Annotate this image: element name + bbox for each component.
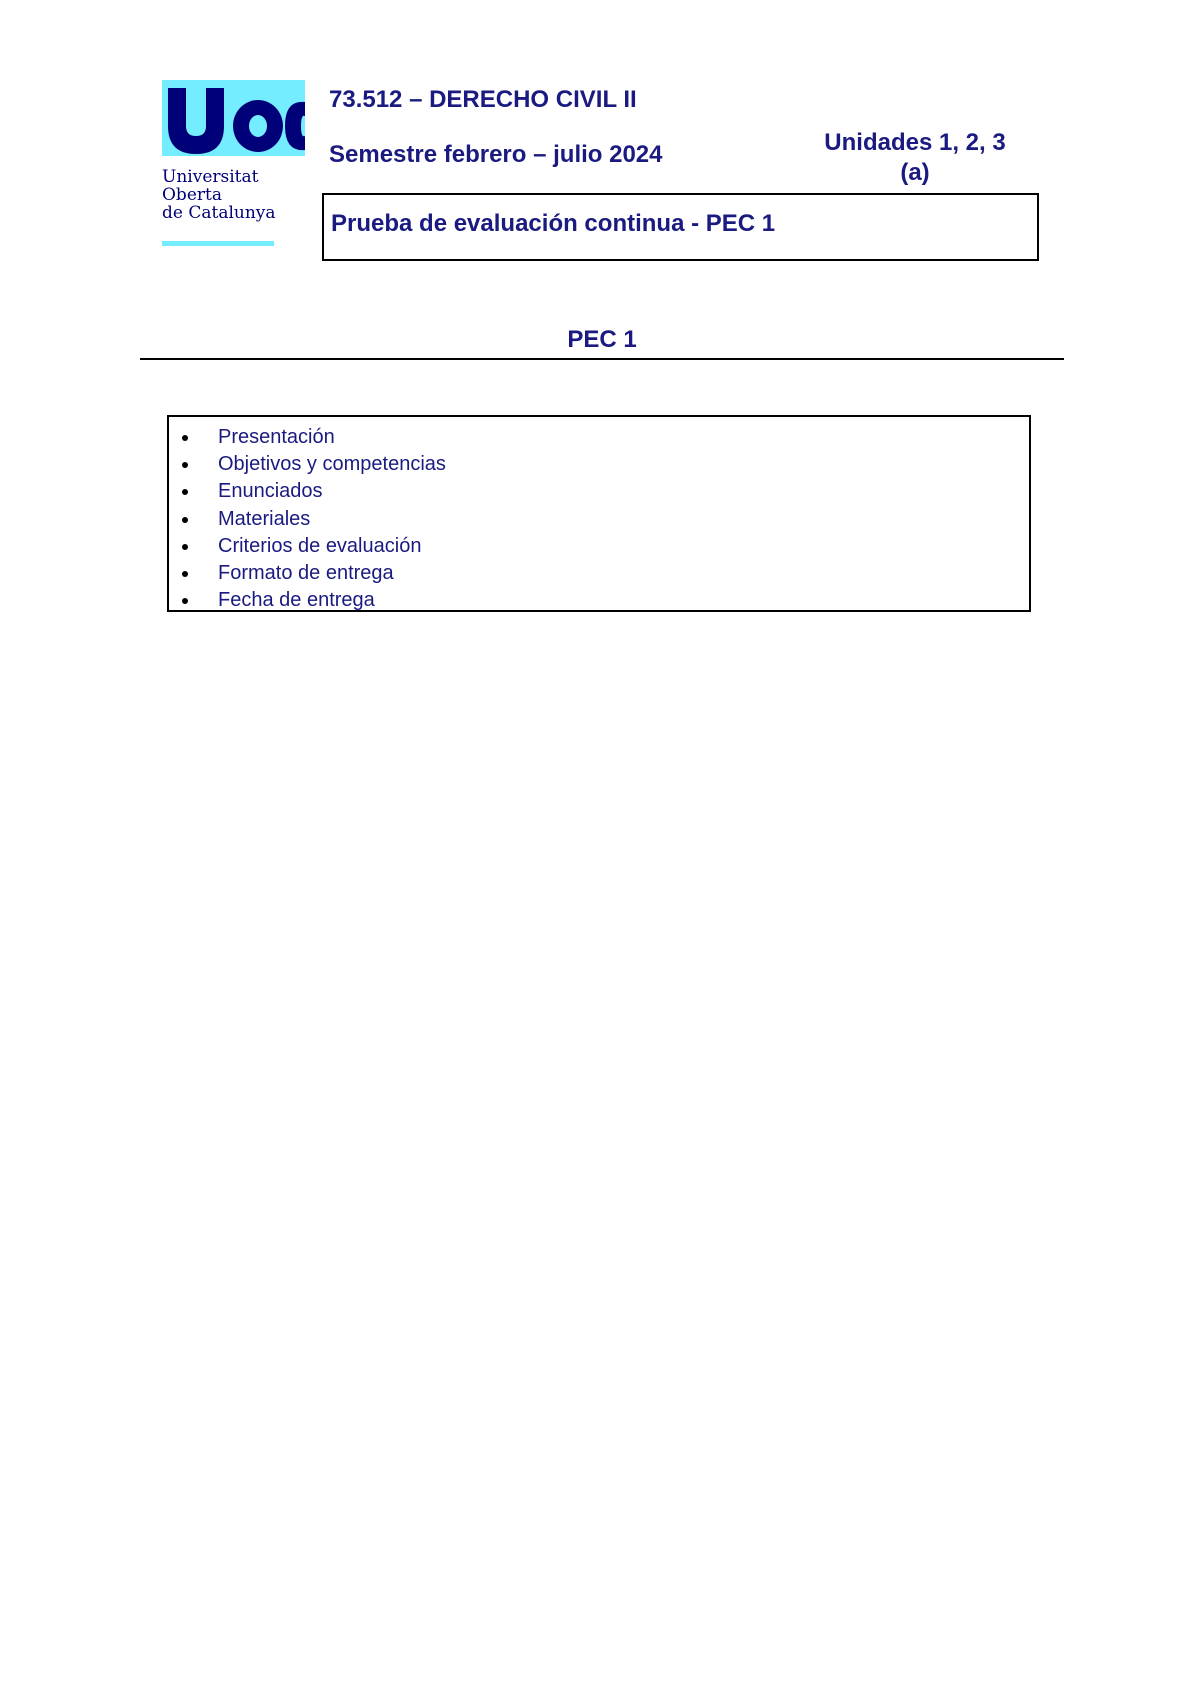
toc-item-label: Presentación [218, 426, 335, 448]
toc-item-label: Enunciados [218, 480, 323, 503]
logo-line-3: de Catalunya [162, 203, 276, 223]
bullet-icon [182, 571, 188, 577]
assessment-title-box [322, 193, 1039, 261]
bullet-icon [182, 598, 188, 604]
logo-line-2: Oberta [162, 185, 222, 205]
section-title: PEC 1 [567, 326, 637, 353]
logo-underline [162, 241, 274, 246]
bullet-icon [182, 517, 188, 523]
logo-line-1: Universitat [162, 167, 259, 187]
bullet-icon [182, 489, 188, 495]
bullet-icon [182, 544, 188, 550]
course-code-title: 73.512 – DERECHO CIVIL II [329, 86, 637, 113]
units-line-1: Unidades 1, 2, 3 [824, 129, 1006, 156]
toc-item-label: Criterios de evaluación [218, 534, 422, 557]
table-of-contents-box [167, 415, 1031, 612]
units-label [800, 128, 1030, 188]
semester-label: Semestre febrero – julio 2024 [329, 141, 663, 168]
section-divider [140, 358, 1064, 360]
toc-item-label: Objetivos y competencias [218, 453, 446, 476]
uoc-logo-wordmark [162, 168, 276, 222]
toc-item-label: Fecha de entrega [218, 589, 375, 612]
bullet-icon [182, 462, 188, 468]
assessment-title: Prueba de evaluación continua - PEC 1 [331, 210, 776, 237]
uoc-logo [162, 80, 305, 246]
toc-item-label: Materiales [218, 507, 311, 530]
toc-item-label: Formato de entrega [218, 561, 394, 584]
bullet-icon [182, 435, 188, 441]
uoc-logo-mark [162, 80, 305, 156]
uoc-logo-letters-icon [162, 80, 305, 156]
units-line-2: (a) [900, 159, 930, 186]
